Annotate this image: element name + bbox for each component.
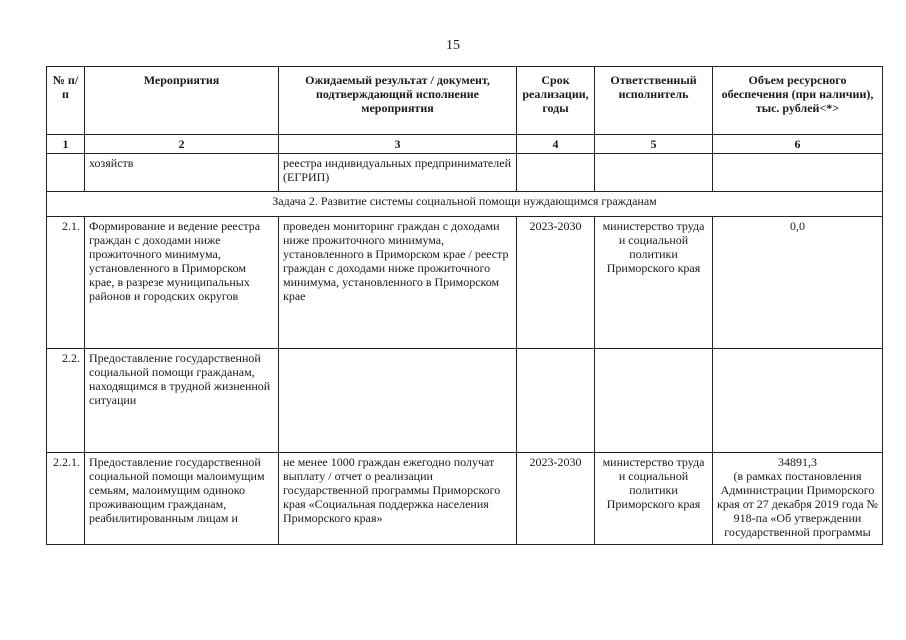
column-number: 1 bbox=[47, 135, 85, 154]
cell-measure: Предоставление государственной социальной помощи гражданам, находящимся в трудной жизненной ситуации bbox=[85, 349, 279, 453]
column-number: 3 bbox=[279, 135, 517, 154]
column-number-row bbox=[47, 135, 883, 154]
header-volume: Объем ресурсного обеспечения (при наличии), тыс. рублей<*> bbox=[713, 67, 883, 135]
table-row bbox=[47, 217, 883, 349]
column-number: 5 bbox=[595, 135, 713, 154]
cell-term bbox=[517, 349, 595, 453]
cell-result: проведен мониторинг граждан с доходами ниже прожиточного минимума, установленного в Приморском крае / реестр граждан с доходами ниже прожиточного минимума, установленного в Приморском крае bbox=[279, 217, 517, 349]
header-executor: Ответственный исполнитель bbox=[595, 67, 713, 135]
header-row bbox=[47, 67, 883, 135]
header-term: Срок реализации, годы bbox=[517, 67, 595, 135]
cell-measure: Формирование и ведение реестра граждан с доходами ниже прожиточного минимума, установленного в Приморском крае, в разрезе муниципальных районов и городских округов bbox=[85, 217, 279, 349]
task-row bbox=[47, 192, 883, 217]
cell-volume bbox=[713, 349, 883, 453]
cell-num: 2.2. bbox=[47, 349, 85, 453]
volume-amount: 34891,3 bbox=[778, 455, 817, 469]
cell-measure: Предоставление государственной социальной помощи малоимущим семьям, малоимущим одиноко проживающим гражданам, реабилитированным лицам и bbox=[85, 453, 279, 545]
cell-volume: 0,0 bbox=[713, 217, 883, 349]
cell-volume bbox=[713, 154, 883, 192]
header-num: № п/п bbox=[47, 67, 85, 135]
cell-executor: министерство труда и социальной политики Приморского края bbox=[595, 217, 713, 349]
cell-result: не менее 1000 граждан ежегодно получат выплату / отчет о реализации государственной программы Приморского края «Социальная поддержка населения Приморского края» bbox=[279, 453, 517, 545]
volume-note: (в рамках постановления Администрации Приморского края от 27 декабря 2019 года № 918-па «Об утверждении государственной программы bbox=[717, 469, 878, 539]
cell-volume bbox=[713, 453, 883, 545]
cell-executor bbox=[595, 154, 713, 192]
cell-term: 2023-2030 bbox=[517, 453, 595, 545]
table-row bbox=[47, 154, 883, 192]
cell-measure: хозяйств bbox=[85, 154, 279, 192]
header-result: Ожидаемый результат / документ, подтверждающий исполнение мероприятия bbox=[279, 67, 517, 135]
cell-term: 2023-2030 bbox=[517, 217, 595, 349]
cell-result bbox=[279, 349, 517, 453]
cell-executor: министерство труда и социальной политики Приморского края bbox=[595, 453, 713, 545]
measures-table bbox=[46, 66, 883, 545]
table-row bbox=[47, 453, 883, 545]
cell-num bbox=[47, 154, 85, 192]
cell-num: 2.1. bbox=[47, 217, 85, 349]
cell-term bbox=[517, 154, 595, 192]
task-title: Задача 2. Развитие системы социальной помощи нуждающимся гражданам bbox=[47, 192, 883, 217]
page-number: 15 bbox=[446, 38, 460, 53]
cell-num: 2.2.1. bbox=[47, 453, 85, 545]
header-measures: Мероприятия bbox=[85, 67, 279, 135]
cell-executor bbox=[595, 349, 713, 453]
column-number: 2 bbox=[85, 135, 279, 154]
table-row bbox=[47, 349, 883, 453]
column-number: 6 bbox=[713, 135, 883, 154]
column-number: 4 bbox=[517, 135, 595, 154]
cell-result: реестра индивидуальных предпринимателей (ЕГРИП) bbox=[279, 154, 517, 192]
